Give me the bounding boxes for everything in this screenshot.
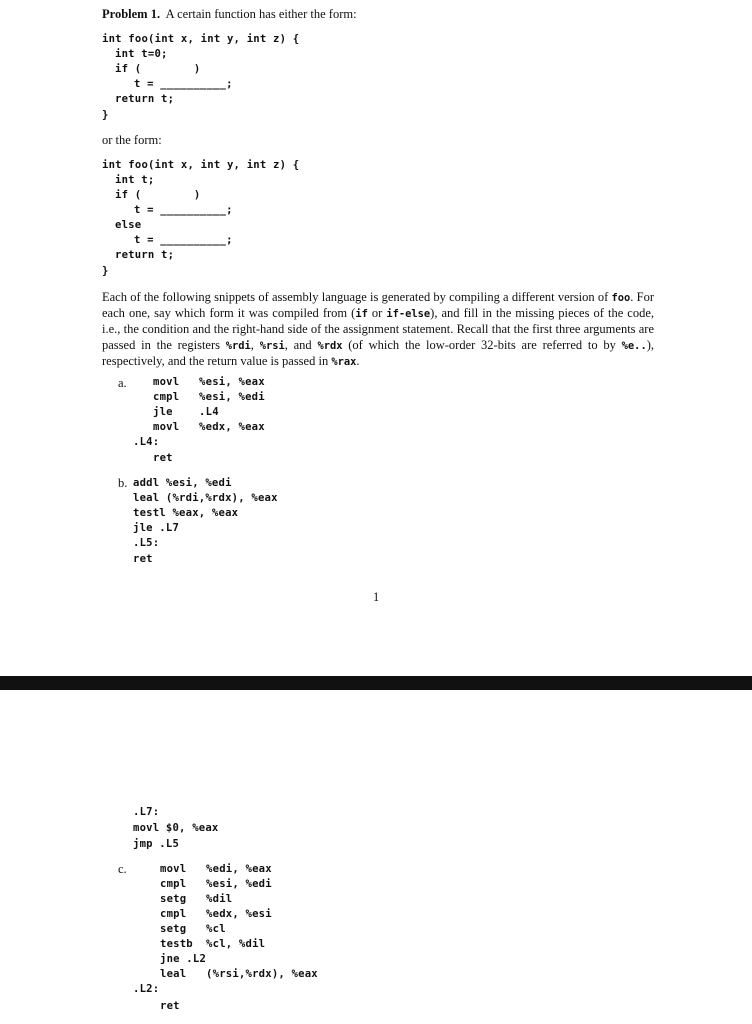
problem-intro: A certain function has either the form: (165, 7, 357, 21)
part-b-line: .L5: (133, 537, 160, 549)
part-b-line: leal (%rdi,%rdx), %eax (133, 492, 278, 504)
or-text: or the form: (102, 133, 162, 147)
part-b-continued-line: .L7: (133, 806, 160, 818)
problem-title: Problem 1. (102, 7, 161, 21)
form2-line-else: else (115, 219, 142, 231)
page-number: 1 (373, 590, 380, 604)
part-c-line: cmpl %edx, %esi (160, 908, 272, 920)
part-c-line: jne .L2 (160, 953, 207, 965)
instructions-paragraph: Each of the following snippets of assembly language is generated by compiling a different version of foo. For each one, say which form it was compiled from (if or if-else), and fill in the missing pieces of the code, i.e., the condition and the right-hand side of the assignment statement. Recall that the first three arguments are passed in the registers %rdi, %rsi, and %rdx (of which the low-order 32-bits are referred to by %e..), respectively, and the return value is passed in %rax. (102, 290, 655, 368)
part-c-label-l2: .L2: (133, 983, 160, 995)
part-a-ret: ret (153, 452, 173, 464)
form2-line-assign-2: t = __________; (134, 234, 233, 246)
form2-line-decl: int t; (115, 174, 155, 186)
part-a-line: movl %esi, %eax (153, 376, 265, 388)
page-2 (0, 690, 752, 1024)
part-c-line: leal (%rsi,%rdx), %eax (160, 968, 318, 980)
form1-line-signature: int foo(int x, int y, int z) { (102, 33, 300, 45)
part-c-line: setg %dil (160, 893, 233, 905)
page-separator (0, 676, 752, 690)
part-c-label: c. (118, 862, 127, 876)
part-c-line: testb %cl, %dil (160, 938, 266, 950)
form1-line-decl: int t=0; (115, 48, 168, 60)
part-b-line: jle .L7 (133, 522, 180, 534)
part-b-line: testl %eax, %eax (133, 507, 239, 519)
part-b-line: addl %esi, %edi (133, 477, 232, 489)
form2-line-return: return t; (115, 249, 175, 261)
form1-line-if: if ( ) (115, 63, 201, 75)
form2-line-if: if ( ) (115, 189, 201, 201)
part-c-line: setg %cl (160, 923, 226, 935)
part-a-line: jle .L4 (153, 406, 219, 418)
part-a-label: a. (118, 376, 127, 390)
part-c-ret: ret (160, 1000, 180, 1012)
form1-line-assign: t = __________; (134, 78, 233, 90)
part-b-label: b. (118, 476, 128, 490)
form1-line-return: return t; (115, 93, 175, 105)
form2-line-assign-1: t = __________; (134, 204, 233, 216)
form1-line-close: } (102, 109, 109, 121)
form2-line-signature: int foo(int x, int y, int z) { (102, 159, 300, 171)
part-b-continued-line: jmp .L5 (133, 838, 180, 850)
part-a-line: cmpl %esi, %edi (153, 391, 265, 403)
part-a-line: movl %edx, %eax (153, 421, 265, 433)
part-b-continued-line: movl $0, %eax (133, 822, 219, 834)
problem-heading (102, 7, 357, 22)
form2-line-close: } (102, 265, 109, 277)
part-c-line: cmpl %esi, %edi (160, 878, 272, 890)
code-foo: foo (611, 292, 631, 304)
part-b-line: ret (133, 553, 153, 565)
part-a-label-l4: .L4: (133, 436, 160, 448)
part-c-line: movl %edi, %eax (160, 863, 272, 875)
